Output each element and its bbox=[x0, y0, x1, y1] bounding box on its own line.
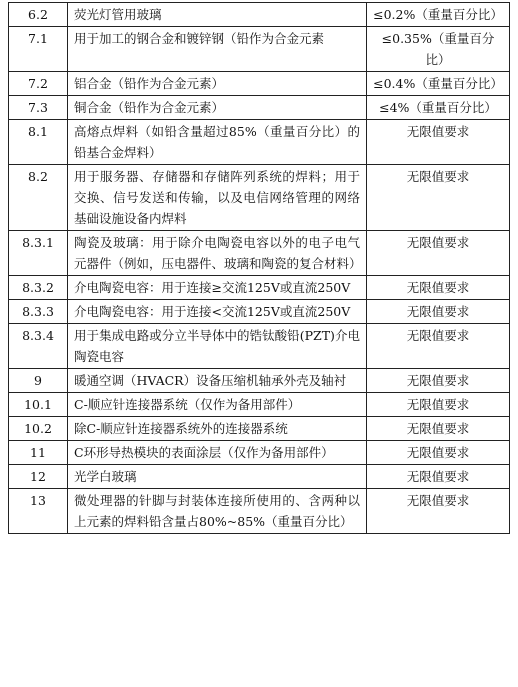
item-number: 13 bbox=[9, 489, 68, 534]
limit-value: ≤0.2%（重量百分比） bbox=[367, 3, 510, 27]
table-row bbox=[9, 120, 510, 165]
limit-value: 无限值要求 bbox=[367, 165, 510, 231]
table-row bbox=[9, 393, 510, 417]
item-number: 8.1 bbox=[9, 120, 68, 165]
limit-value: 无限值要求 bbox=[367, 300, 510, 324]
exemption-table bbox=[8, 2, 510, 534]
item-description: 铜合金（铅作为合金元素） bbox=[68, 96, 367, 120]
item-number: 12 bbox=[9, 465, 68, 489]
table-row bbox=[9, 3, 510, 27]
item-number: 10.2 bbox=[9, 417, 68, 441]
item-description: 暖通空调（HVACR）设备压缩机轴承外壳及轴衬 bbox=[68, 369, 367, 393]
table-row bbox=[9, 489, 510, 534]
item-description: 用于集成电路或分立半导体中的锆钛酸铅(PZT)介电陶瓷电容 bbox=[68, 324, 367, 369]
limit-value: ≤0.4%（重量百分比） bbox=[367, 72, 510, 96]
item-description: 介电陶瓷电容：用于连接≥交流125V或直流250V bbox=[68, 276, 367, 300]
item-number: 9 bbox=[9, 369, 68, 393]
limit-value: 无限值要求 bbox=[367, 369, 510, 393]
limit-value: 无限值要求 bbox=[367, 441, 510, 465]
table-row bbox=[9, 165, 510, 231]
item-number: 8.3.2 bbox=[9, 276, 68, 300]
item-description: C-顺应针连接器系统（仅作为备用部件） bbox=[68, 393, 367, 417]
item-description: 用于服务器、存储器和存储阵列系统的焊料；用于交换、信号发送和传输，以及电信网络管理的网络基础设施设备内焊料 bbox=[68, 165, 367, 231]
limit-value: 无限值要求 bbox=[367, 417, 510, 441]
item-number: 11 bbox=[9, 441, 68, 465]
table-row bbox=[9, 465, 510, 489]
table-row bbox=[9, 441, 510, 465]
item-description: 介电陶瓷电容：用于连接<交流125V或直流250V bbox=[68, 300, 367, 324]
item-number: 8.3.1 bbox=[9, 231, 68, 276]
limit-value: 无限值要求 bbox=[367, 120, 510, 165]
item-number: 7.1 bbox=[9, 27, 68, 72]
item-number: 10.1 bbox=[9, 393, 68, 417]
item-description: 陶瓷及玻璃：用于除介电陶瓷电容以外的电子电气元器件（例如，压电器件、玻璃和陶瓷的复合材料） bbox=[68, 231, 367, 276]
limit-value: 无限值要求 bbox=[367, 276, 510, 300]
item-description: 铝合金（铅作为合金元素） bbox=[68, 72, 367, 96]
table-row bbox=[9, 96, 510, 120]
limit-value: 无限值要求 bbox=[367, 324, 510, 369]
item-description: 微处理器的针脚与封装体连接所使用的、含两种以上元素的焊料铅含量占80%~85%（重量百分比） bbox=[68, 489, 367, 534]
limit-value: 无限值要求 bbox=[367, 489, 510, 534]
table-row bbox=[9, 300, 510, 324]
table-row bbox=[9, 27, 510, 72]
item-description: 除C-顺应针连接器系统外的连接器系统 bbox=[68, 417, 367, 441]
limit-value: 无限值要求 bbox=[367, 231, 510, 276]
item-number: 6.2 bbox=[9, 3, 68, 27]
item-description: C环形导热模块的表面涂层（仅作为备用部件） bbox=[68, 441, 367, 465]
table-row bbox=[9, 324, 510, 369]
table-row bbox=[9, 369, 510, 393]
item-description: 光学白玻璃 bbox=[68, 465, 367, 489]
item-number: 8.3.3 bbox=[9, 300, 68, 324]
table-row bbox=[9, 231, 510, 276]
limit-value: 无限值要求 bbox=[367, 465, 510, 489]
limit-value: ≤4%（重量百分比） bbox=[367, 96, 510, 120]
limit-value: 无限值要求 bbox=[367, 393, 510, 417]
item-description: 荧光灯管用玻璃 bbox=[68, 3, 367, 27]
limit-value: ≤0.35%（重量百分比） bbox=[367, 27, 510, 72]
item-number: 8.3.4 bbox=[9, 324, 68, 369]
item-number: 7.2 bbox=[9, 72, 68, 96]
item-description: 高熔点焊料（如铅含量超过85%（重量百分比）的铅基合金焊料） bbox=[68, 120, 367, 165]
table-row bbox=[9, 276, 510, 300]
item-number: 7.3 bbox=[9, 96, 68, 120]
item-description: 用于加工的钢合金和镀锌钢（铅作为合金元素 bbox=[68, 27, 367, 72]
table-row bbox=[9, 417, 510, 441]
table-row bbox=[9, 72, 510, 96]
item-number: 8.2 bbox=[9, 165, 68, 231]
